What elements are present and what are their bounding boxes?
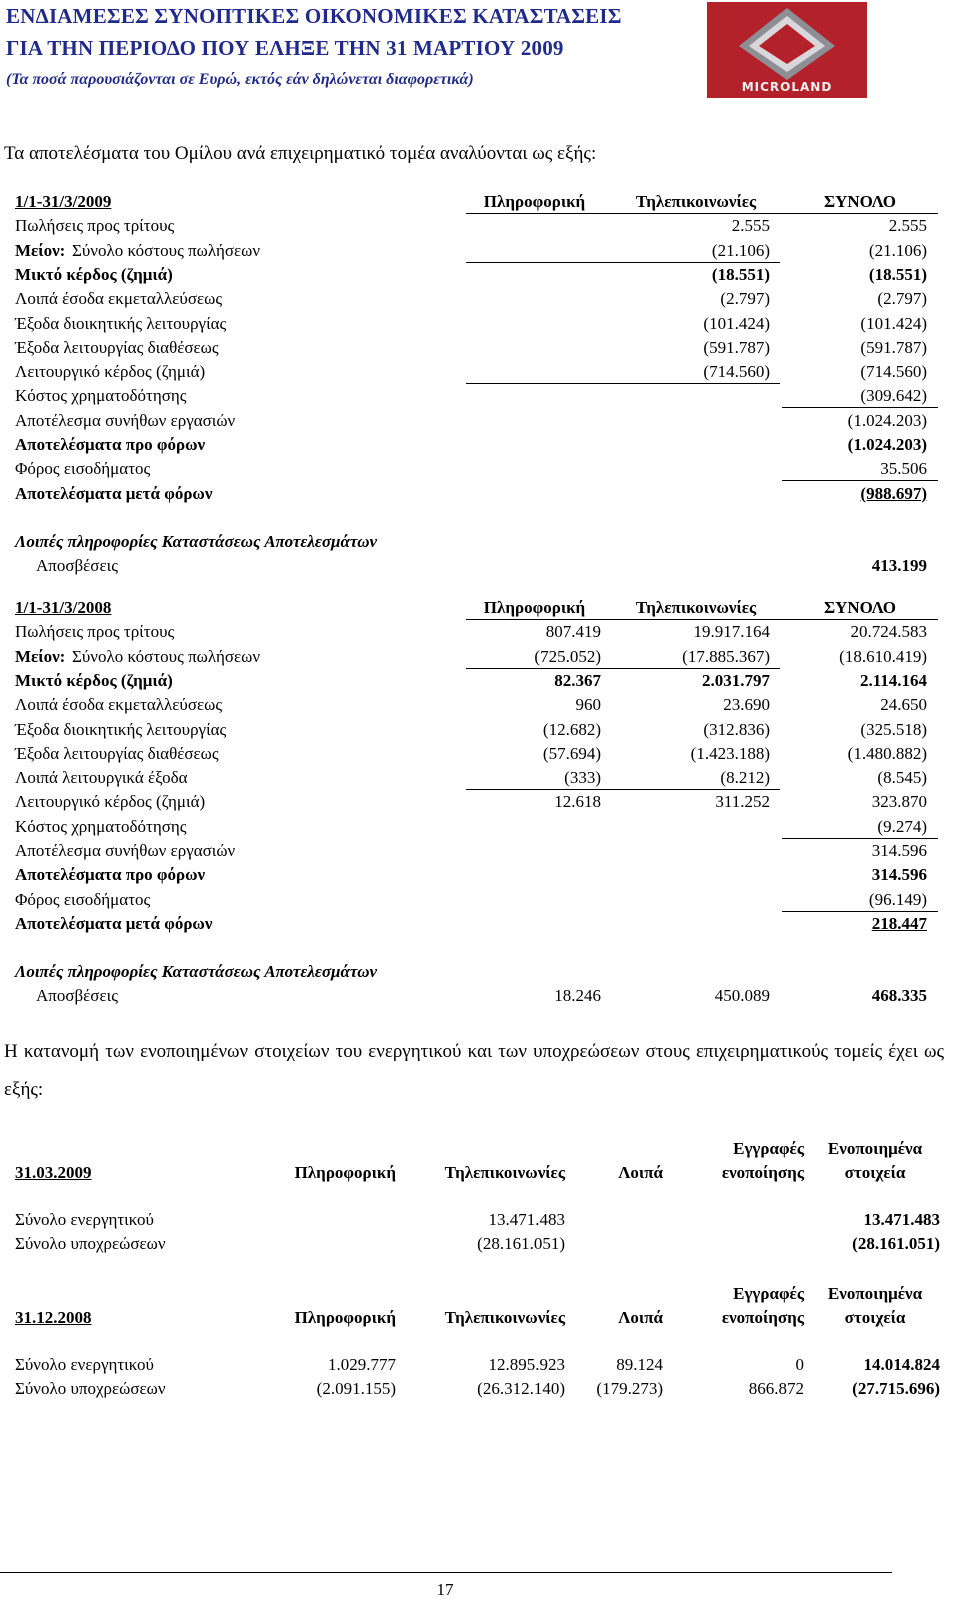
row-label: Έξοδα διοικητικής λειτουργίας xyxy=(15,719,227,739)
row-label: Σύνολο κόστους πωλήσεων xyxy=(72,240,261,260)
doc-subtitle: (Τα ποσά παρουσιάζονται σε Ευρώ, εκτός εάν δηλώνεται διαφορετικά) xyxy=(6,71,474,88)
assets-cell: 866.872 xyxy=(748,1379,804,1398)
cell-telecom: (312.836) xyxy=(703,719,770,739)
col-header-consolidated-l2: στοιχεία xyxy=(844,1163,906,1182)
cell-telecom: (101.424) xyxy=(703,313,770,333)
row-label: Κόστος χρηματοδότησης xyxy=(15,386,187,406)
col-header-telecom: Τηλεπικοινωνίες xyxy=(635,192,757,211)
period-label: 1/1-31/3/2008 xyxy=(15,598,112,617)
cell-telecom: (8.212) xyxy=(720,768,770,788)
cell-total: 2.114.164 xyxy=(859,670,927,690)
col-header-consolidated-l1: Ενοποιημένα xyxy=(827,1284,923,1303)
header-underline xyxy=(466,619,938,620)
depr-total: 468.335 xyxy=(871,986,927,1006)
row-label: Φόρος εισοδήματος xyxy=(15,889,151,909)
row-label: Αποτελέσματα προ φόρων xyxy=(15,865,206,885)
cell-it: (333) xyxy=(564,768,601,788)
subtotal-rule xyxy=(466,789,780,790)
assets-date: 31.03.2009 xyxy=(15,1163,92,1182)
assets-cell: (179.273) xyxy=(596,1379,663,1398)
cell-total: (8.545) xyxy=(877,768,927,788)
cell-it: (725.052) xyxy=(534,646,601,666)
assets-cell: 0 xyxy=(795,1355,804,1374)
subtotal-rule xyxy=(782,838,938,839)
row-label: Κόστος χρηματοδότησης xyxy=(15,816,187,836)
col-header-it: Πληροφορική xyxy=(483,598,586,617)
allocation-paragraph: Η κατανομή των ενοποιημένων στοιχείων του ενεργητικού και των υποχρεώσεων στους επιχειρηματικούς τομείς έχει ως εξής: xyxy=(4,1041,944,1100)
cell-total: (96.149) xyxy=(868,889,927,909)
row-label: Αποτελέσματα μετά φόρων xyxy=(15,913,213,933)
cell-telecom: (21.106) xyxy=(711,240,770,260)
cell-it: 12.618 xyxy=(554,792,601,812)
logo-text: MICROLAND xyxy=(741,80,833,94)
cell-it: (57.694) xyxy=(542,743,601,763)
cell-total: 20.724.583 xyxy=(850,622,927,642)
assets-cell: (27.715.696) xyxy=(852,1379,940,1398)
assets-cell: 14.014.824 xyxy=(863,1355,940,1374)
col-header-it: Πληροφορική xyxy=(294,1163,396,1182)
row-label: Σύνολο κόστους πωλήσεων xyxy=(72,646,261,666)
cell-total: (714.560) xyxy=(860,362,927,382)
col-header-eliminations-l1: Εγγραφές xyxy=(733,1284,804,1303)
row-prefix: Μείον: xyxy=(15,240,66,260)
assets-cell: 13.471.483 xyxy=(488,1210,565,1229)
assets-cell: (28.161.051) xyxy=(477,1234,565,1253)
cell-it: (12.682) xyxy=(542,719,601,739)
assets-cell: 1.029.777 xyxy=(328,1355,396,1374)
col-header-it: Πληροφορική xyxy=(483,192,586,211)
cell-total: (988.697) xyxy=(860,483,927,503)
row-label: Αποτελέσματα προ φόρων xyxy=(15,435,206,454)
other-info-title: Λοιπές πληροφορίες Καταστάσεως Αποτελεσμάτων xyxy=(15,531,378,551)
page-number: 17 xyxy=(436,1580,454,1599)
row-label: Έξοδα λειτουργίας διαθέσεως xyxy=(15,743,219,763)
cell-telecom: 2.031.797 xyxy=(702,670,770,690)
cell-total: (9.274) xyxy=(877,816,927,836)
cell-telecom: (714.560) xyxy=(703,362,770,382)
col-header-total: ΣΥΝΟΛΟ xyxy=(823,598,897,617)
col-header-other: Λοιπά xyxy=(618,1308,663,1327)
assets-row-label: Σύνολο υποχρεώσεων xyxy=(15,1234,166,1253)
other-info-title: Λοιπές πληροφορίες Καταστάσεως Αποτελεσμάτων xyxy=(15,962,378,982)
col-header-consolidated-l1: Ενοποιημένα xyxy=(827,1139,923,1158)
col-header-telecom: Τηλεπικοινωνίες xyxy=(444,1163,565,1182)
cell-total: 218.447 xyxy=(871,913,927,933)
col-header-eliminations-l2: ενοποίησης xyxy=(721,1308,804,1327)
cell-total: 314.596 xyxy=(871,865,927,885)
depr-total: 413.199 xyxy=(871,555,927,575)
cell-total: (101.424) xyxy=(860,313,927,333)
cell-it: 960 xyxy=(575,695,601,715)
row-label: Λειτουργικό κέρδος (ζημιά) xyxy=(15,792,206,812)
row-label: Αποτελέσματα μετά φόρων xyxy=(15,483,213,503)
footer-rule xyxy=(0,1572,892,1573)
subtotal-rule xyxy=(782,911,938,912)
cell-it: 807.419 xyxy=(545,622,601,642)
row-label: Λειτουργικό κέρδος (ζημιά) xyxy=(15,362,206,382)
row-label: Αποτέλεσμα συνήθων εργασιών xyxy=(15,841,236,860)
assets-cell: (26.312.140) xyxy=(477,1379,565,1398)
header-underline xyxy=(466,213,938,214)
doc-title-line1: ΕΝΔΙΑΜΕΣΕΣ ΣΥΝΟΠΤΙΚΕΣ ΟΙΚΟΝΟΜΙΚΕΣ ΚΑΤΑΣΤΑΣΕΙΣ xyxy=(6,4,622,28)
cell-total: (1.024.203) xyxy=(847,410,927,430)
assets-cell: 89.124 xyxy=(616,1355,663,1374)
assets-date: 31.12.2008 xyxy=(15,1308,92,1327)
assets-row-label: Σύνολο ενεργητικού xyxy=(15,1355,154,1374)
row-label: Αποτέλεσμα συνήθων εργασιών xyxy=(15,410,236,430)
row-label: Πωλήσεις προς τρίτους xyxy=(15,622,175,642)
subtotal-rule xyxy=(782,480,938,481)
cell-telecom: (591.787) xyxy=(703,337,770,357)
depr-it: 18.246 xyxy=(554,986,601,1006)
cell-total: (21.106) xyxy=(868,240,927,260)
depr-telecom: 450.089 xyxy=(714,986,770,1006)
assets-cell: (2.091.155) xyxy=(316,1379,396,1398)
cell-total: (2.797) xyxy=(877,289,927,309)
assets-cell: 13.471.483 xyxy=(863,1210,940,1229)
row-label: Λοιπά λειτουργικά έξοδα xyxy=(15,768,188,788)
cell-total: 35.506 xyxy=(880,459,927,479)
row-label: Φόρος εισοδήματος xyxy=(15,459,151,479)
segments-intro: Τα αποτελέσματα του Ομίλου ανά επιχειρηματικό τομέα αναλύονται ως εξής: xyxy=(4,143,597,164)
assets-cell: 12.895.923 xyxy=(488,1355,565,1374)
cell-telecom: 19.917.164 xyxy=(693,622,770,642)
assets-cell: (28.161.051) xyxy=(852,1234,940,1253)
cell-total: (1.024.203) xyxy=(847,435,927,454)
microland-logo xyxy=(707,2,867,98)
cell-total: (325.518) xyxy=(860,719,927,739)
subtotal-rule xyxy=(466,383,780,384)
cell-total: 24.650 xyxy=(880,695,927,715)
col-header-consolidated-l2: στοιχεία xyxy=(844,1308,906,1327)
row-label: Πωλήσεις προς τρίτους xyxy=(15,216,175,236)
depreciation-label: Αποσβέσεις xyxy=(36,555,118,575)
row-label: Έξοδα διοικητικής λειτουργίας xyxy=(15,313,227,333)
cell-telecom: 23.690 xyxy=(723,695,770,715)
cell-telecom: (2.797) xyxy=(720,289,770,309)
subtotal-rule xyxy=(782,407,938,408)
cell-telecom: 2.555 xyxy=(731,216,770,236)
row-label: Μικτό κέρδος (ζημιά) xyxy=(15,670,173,690)
row-label: Λοιπά έσοδα εκμεταλλεύσεως xyxy=(15,695,223,715)
col-header-eliminations-l1: Εγγραφές xyxy=(733,1139,804,1158)
cell-total: (1.480.882) xyxy=(847,743,927,763)
subtotal-rule xyxy=(466,262,780,263)
col-header-telecom: Τηλεπικοινωνίες xyxy=(444,1308,565,1327)
col-header-telecom: Τηλεπικοινωνίες xyxy=(635,598,757,617)
cell-telecom: (18.551) xyxy=(711,264,770,284)
col-header-total: ΣΥΝΟΛΟ xyxy=(823,192,897,211)
depreciation-label: Αποσβέσεις xyxy=(36,986,118,1006)
cell-total: (18.610.419) xyxy=(839,646,927,666)
subtotal-rule xyxy=(466,668,780,669)
col-header-eliminations-l2: ενοποίησης xyxy=(721,1163,804,1182)
assets-row-label: Σύνολο υποχρεώσεων xyxy=(15,1379,166,1398)
cell-it: 82.367 xyxy=(554,670,601,690)
row-prefix: Μείον: xyxy=(15,646,66,666)
period-label: 1/1-31/3/2009 xyxy=(15,192,112,211)
cell-total: (591.787) xyxy=(860,337,927,357)
cell-total: (309.642) xyxy=(860,386,927,406)
col-header-other: Λοιπά xyxy=(618,1163,663,1182)
cell-total: (18.551) xyxy=(868,264,927,284)
col-header-it: Πληροφορική xyxy=(294,1308,396,1327)
row-label: Μικτό κέρδος (ζημιά) xyxy=(15,264,173,284)
doc-title-line2: ΓΙΑ ΤΗΝ ΠΕΡΙΟΔΟ ΠΟΥ ΕΛΗΞΕ ΤΗΝ 31 ΜΑΡΤΙΟΥ 2009 xyxy=(6,36,564,60)
cell-telecom: (1.423.188) xyxy=(690,743,770,763)
row-label: Έξοδα λειτουργίας διαθέσεως xyxy=(15,337,219,357)
assets-row-label: Σύνολο ενεργητικού xyxy=(15,1210,154,1229)
row-label: Λοιπά έσοδα εκμεταλλεύσεως xyxy=(15,289,223,309)
cell-total: 323.870 xyxy=(871,792,927,812)
cell-total: 314.596 xyxy=(871,841,927,860)
cell-total: 2.555 xyxy=(888,216,927,236)
cell-telecom: (17.885.367) xyxy=(682,646,770,666)
cell-telecom: 311.252 xyxy=(715,792,770,812)
